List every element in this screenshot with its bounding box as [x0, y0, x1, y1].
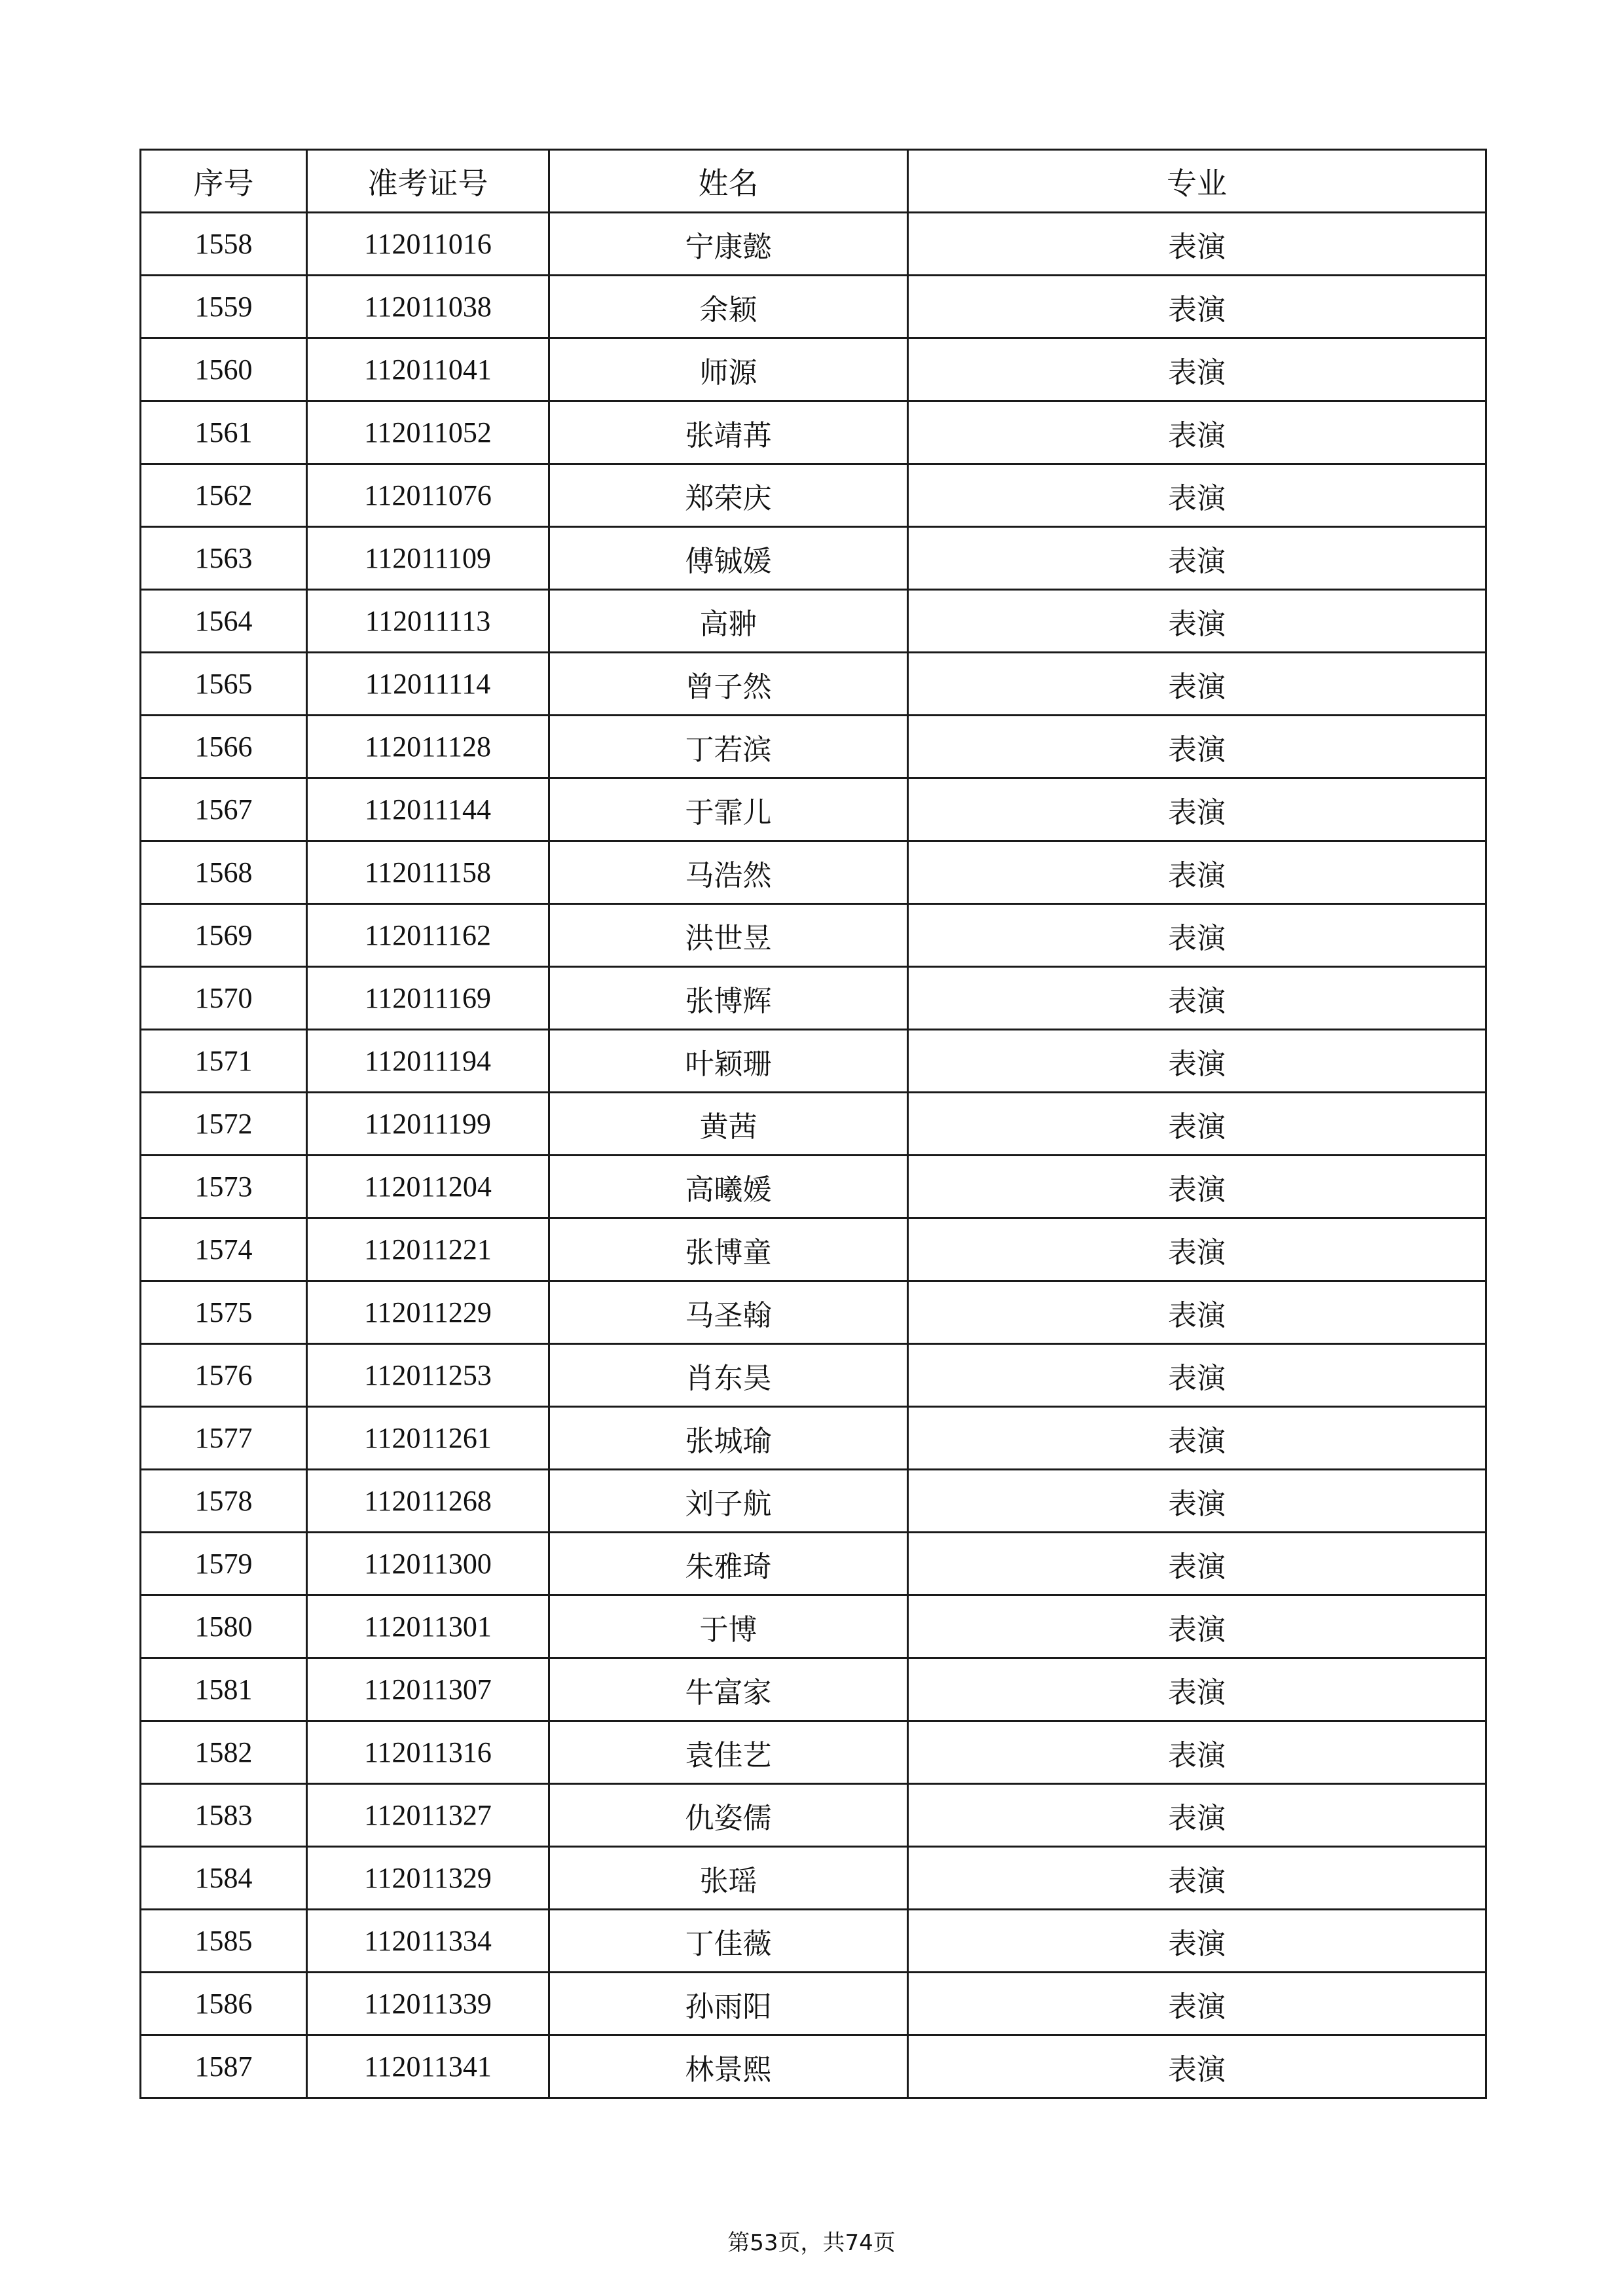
cell-index: 1571: [141, 1030, 307, 1093]
table-row: [141, 1093, 1486, 1156]
cell-major: 表演: [908, 1973, 1486, 2035]
cell-index: 1563: [141, 527, 307, 590]
cell-exam-id: 112011199: [307, 1093, 549, 1156]
cell-exam-id: 112011114: [307, 653, 549, 716]
cell-exam-id: 112011041: [307, 338, 549, 401]
cell-major: 表演: [908, 276, 1486, 338]
table-row: [141, 464, 1486, 527]
cell-major: 表演: [908, 841, 1486, 904]
cell-major: 表演: [908, 1533, 1486, 1595]
table-row: [141, 590, 1486, 653]
cell-exam-id: 112011329: [307, 1847, 549, 1910]
cell-major: 表演: [908, 967, 1486, 1030]
table-row: [141, 904, 1486, 967]
cell-index: 1584: [141, 1847, 307, 1910]
cell-name: 肖东昊: [549, 1344, 908, 1407]
cell-major: 表演: [908, 1407, 1486, 1470]
cell-index: 1570: [141, 967, 307, 1030]
cell-index: 1581: [141, 1658, 307, 1721]
cell-index: 1582: [141, 1721, 307, 1784]
column-header-major: 专业: [908, 150, 1486, 213]
cell-name: 林景熙: [549, 2035, 908, 2098]
cell-name: 牛富家: [549, 1658, 908, 1721]
cell-name: 傅铖媛: [549, 527, 908, 590]
total-page-count: 74: [845, 2230, 873, 2256]
cell-index: 1573: [141, 1156, 307, 1218]
cell-name: 曾子然: [549, 653, 908, 716]
table-row: [141, 1156, 1486, 1218]
cell-major: 表演: [908, 716, 1486, 778]
cell-major: 表演: [908, 1658, 1486, 1721]
cell-exam-id: 112011316: [307, 1721, 549, 1784]
column-header-index: 序号: [141, 150, 307, 213]
cell-name: 丁若滨: [549, 716, 908, 778]
cell-exam-id: 112011229: [307, 1281, 549, 1344]
cell-index: 1567: [141, 778, 307, 841]
footer-middle: 页，共: [778, 2230, 845, 2256]
cell-name: 马浩然: [549, 841, 908, 904]
cell-name: 刘子航: [549, 1470, 908, 1533]
table-row: [141, 1281, 1486, 1344]
table-row: [141, 1910, 1486, 1973]
table-row: [141, 338, 1486, 401]
cell-exam-id: 112011038: [307, 276, 549, 338]
page-footer: [0, 2225, 1623, 2257]
table-row: [141, 841, 1486, 904]
cell-major: 表演: [908, 1910, 1486, 1973]
cell-name: 于霏儿: [549, 778, 908, 841]
cell-name: 叶颖珊: [549, 1030, 908, 1093]
cell-major: 表演: [908, 213, 1486, 276]
table-row: [141, 1344, 1486, 1407]
table-row: [141, 1407, 1486, 1470]
cell-exam-id: 112011158: [307, 841, 549, 904]
table-row: [141, 653, 1486, 716]
cell-name: 丁佳薇: [549, 1910, 908, 1973]
cell-name: 余颖: [549, 276, 908, 338]
cell-name: 孙雨阳: [549, 1973, 908, 2035]
cell-name: 洪世昱: [549, 904, 908, 967]
cell-name: 高翀: [549, 590, 908, 653]
admission-roster-table: [139, 149, 1487, 2099]
cell-index: 1585: [141, 1910, 307, 1973]
cell-exam-id: 112011339: [307, 1973, 549, 2035]
cell-major: 表演: [908, 1156, 1486, 1218]
table-row: [141, 716, 1486, 778]
cell-index: 1587: [141, 2035, 307, 2098]
cell-major: 表演: [908, 1093, 1486, 1156]
cell-index: 1574: [141, 1218, 307, 1281]
cell-major: 表演: [908, 1344, 1486, 1407]
cell-name: 黄茜: [549, 1093, 908, 1156]
footer-prefix: 第: [727, 2230, 750, 2256]
cell-major: 表演: [908, 1218, 1486, 1281]
cell-major: 表演: [908, 401, 1486, 464]
cell-major: 表演: [908, 338, 1486, 401]
cell-major: 表演: [908, 464, 1486, 527]
cell-index: 1568: [141, 841, 307, 904]
cell-name: 师源: [549, 338, 908, 401]
table-row: [141, 1533, 1486, 1595]
cell-index: 1576: [141, 1344, 307, 1407]
table-row: [141, 1721, 1486, 1784]
cell-index: 1572: [141, 1093, 307, 1156]
cell-major: 表演: [908, 1470, 1486, 1533]
table-row: [141, 1470, 1486, 1533]
cell-name: 张瑶: [549, 1847, 908, 1910]
footer-suffix: 页: [873, 2230, 896, 2256]
cell-exam-id: 112011016: [307, 213, 549, 276]
table-row: [141, 1658, 1486, 1721]
cell-exam-id: 112011261: [307, 1407, 549, 1470]
table-row: [141, 401, 1486, 464]
cell-exam-id: 112011128: [307, 716, 549, 778]
cell-exam-id: 112011307: [307, 1658, 549, 1721]
cell-major: 表演: [908, 590, 1486, 653]
cell-exam-id: 112011076: [307, 464, 549, 527]
cell-name: 高曦媛: [549, 1156, 908, 1218]
cell-name: 于博: [549, 1595, 908, 1658]
table-row: [141, 1973, 1486, 2035]
cell-index: 1579: [141, 1533, 307, 1595]
cell-index: 1566: [141, 716, 307, 778]
table-row: [141, 967, 1486, 1030]
cell-exam-id: 112011334: [307, 1910, 549, 1973]
cell-exam-id: 112011169: [307, 967, 549, 1030]
table-row: [141, 276, 1486, 338]
cell-name: 张博辉: [549, 967, 908, 1030]
cell-index: 1578: [141, 1470, 307, 1533]
cell-exam-id: 112011300: [307, 1533, 549, 1595]
cell-exam-id: 112011113: [307, 590, 549, 653]
cell-index: 1586: [141, 1973, 307, 2035]
cell-exam-id: 112011301: [307, 1595, 549, 1658]
table-row: [141, 778, 1486, 841]
cell-index: 1558: [141, 213, 307, 276]
cell-index: 1565: [141, 653, 307, 716]
column-header-exam-id: 准考证号: [307, 150, 549, 213]
cell-index: 1560: [141, 338, 307, 401]
cell-index: 1564: [141, 590, 307, 653]
cell-name: 马圣翰: [549, 1281, 908, 1344]
cell-exam-id: 112011162: [307, 904, 549, 967]
cell-exam-id: 112011109: [307, 527, 549, 590]
cell-index: 1575: [141, 1281, 307, 1344]
current-page-number: 53: [750, 2230, 778, 2256]
cell-name: 张城瑜: [549, 1407, 908, 1470]
table-body: [141, 213, 1486, 2098]
cell-name: 仇姿儒: [549, 1784, 908, 1847]
table-row: [141, 2035, 1486, 2098]
cell-exam-id: 112011253: [307, 1344, 549, 1407]
cell-major: 表演: [908, 1595, 1486, 1658]
cell-major: 表演: [908, 1721, 1486, 1784]
cell-exam-id: 112011204: [307, 1156, 549, 1218]
cell-major: 表演: [908, 527, 1486, 590]
cell-exam-id: 112011268: [307, 1470, 549, 1533]
table-row: [141, 1595, 1486, 1658]
cell-name: 袁佳艺: [549, 1721, 908, 1784]
cell-exam-id: 112011194: [307, 1030, 549, 1093]
cell-name: 朱雅琦: [549, 1533, 908, 1595]
table-row: [141, 1218, 1486, 1281]
cell-index: 1580: [141, 1595, 307, 1658]
cell-name: 张博童: [549, 1218, 908, 1281]
column-header-name: 姓名: [549, 150, 908, 213]
cell-major: 表演: [908, 1784, 1486, 1847]
cell-major: 表演: [908, 1030, 1486, 1093]
cell-exam-id: 112011341: [307, 2035, 549, 2098]
cell-exam-id: 112011221: [307, 1218, 549, 1281]
table-row: [141, 527, 1486, 590]
cell-name: 张靖苒: [549, 401, 908, 464]
cell-index: 1562: [141, 464, 307, 527]
cell-major: 表演: [908, 904, 1486, 967]
table-row: [141, 1847, 1486, 1910]
cell-index: 1559: [141, 276, 307, 338]
table-row: [141, 1030, 1486, 1093]
cell-exam-id: 112011144: [307, 778, 549, 841]
cell-name: 宁康懿: [549, 213, 908, 276]
cell-index: 1561: [141, 401, 307, 464]
cell-index: 1583: [141, 1784, 307, 1847]
cell-name: 郑荣庆: [549, 464, 908, 527]
cell-index: 1569: [141, 904, 307, 967]
cell-exam-id: 112011327: [307, 1784, 549, 1847]
cell-index: 1577: [141, 1407, 307, 1470]
table-header-row: [141, 150, 1486, 213]
cell-major: 表演: [908, 1281, 1486, 1344]
cell-major: 表演: [908, 778, 1486, 841]
table-row: [141, 213, 1486, 276]
cell-major: 表演: [908, 653, 1486, 716]
cell-exam-id: 112011052: [307, 401, 549, 464]
cell-major: 表演: [908, 1847, 1486, 1910]
cell-major: 表演: [908, 2035, 1486, 2098]
table-row: [141, 1784, 1486, 1847]
roster-sheet: [139, 149, 1485, 2099]
